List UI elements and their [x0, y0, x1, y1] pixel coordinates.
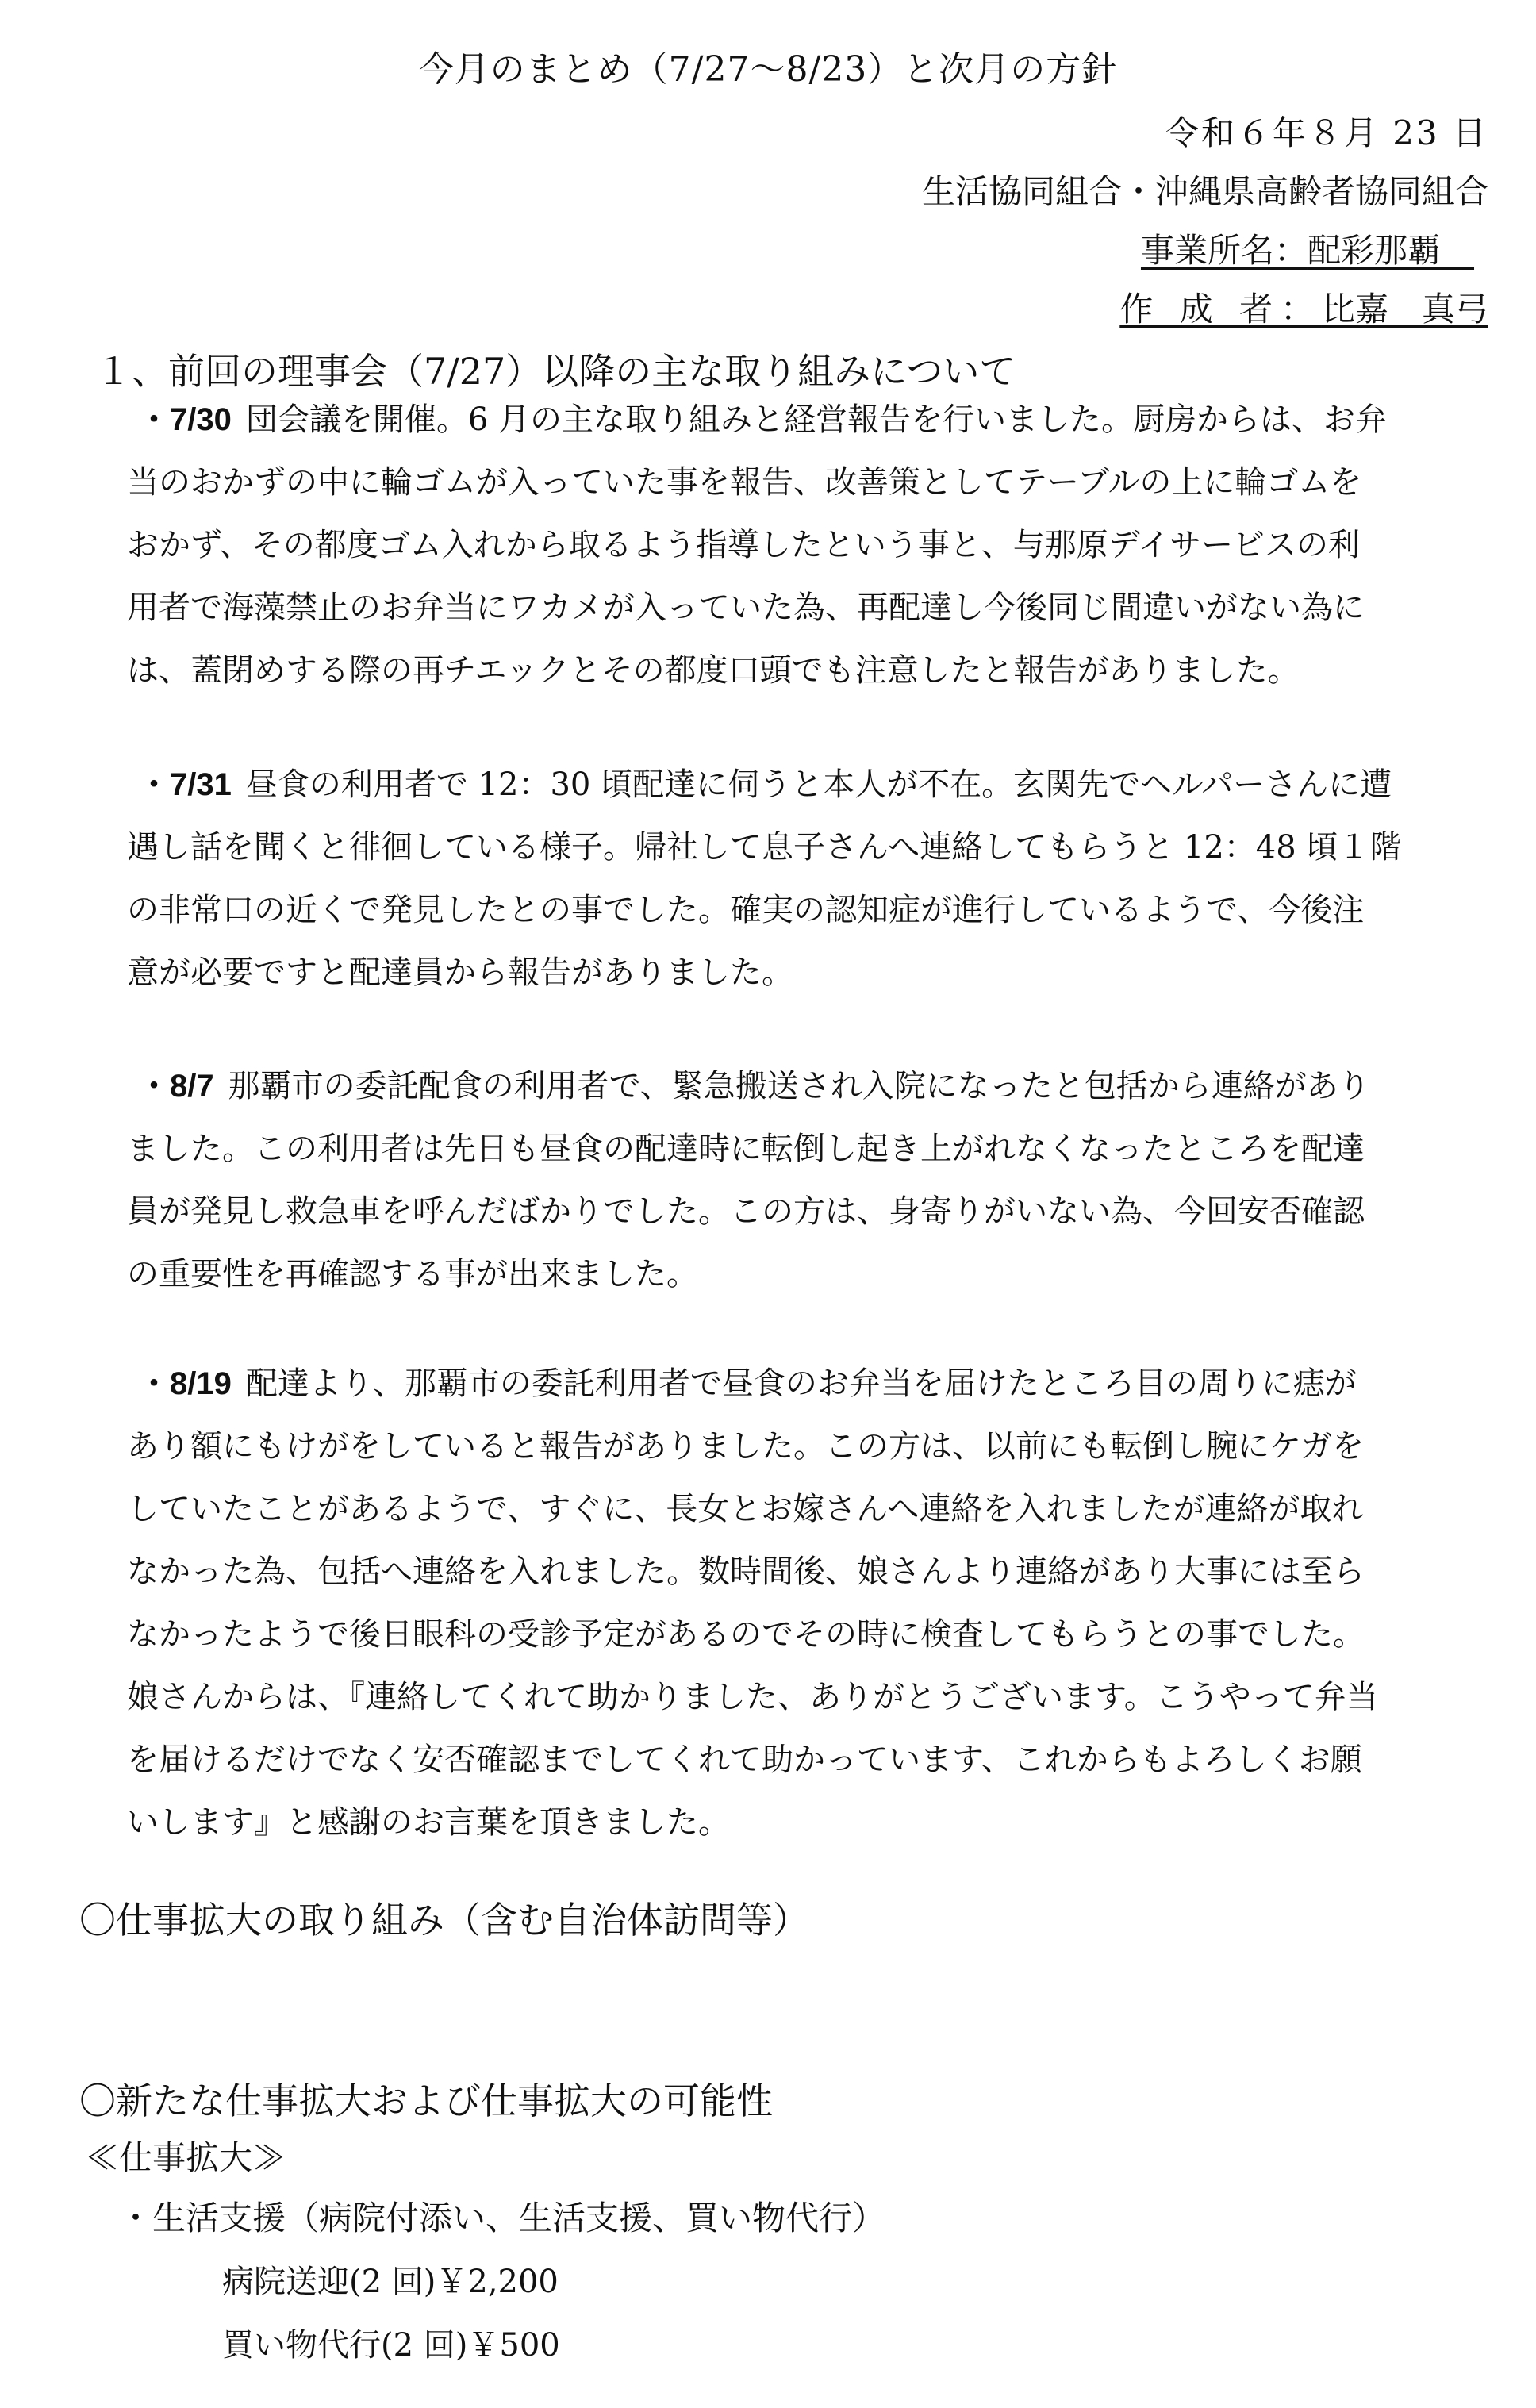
entry-line: あり額にもけがをしていると報告がありました。この方は、以前にも転倒し腕にケガを	[127, 1428, 1365, 1465]
entry-0819	[127, 1353, 1492, 1854]
section-1-heading: １、前回の理事会（7/27）以降の主な取り組みについて	[95, 350, 1016, 393]
document-title: 今月のまとめ（7/27～8/23）と次月の方針	[418, 49, 1118, 90]
entry-line: 意が必要ですと配達員から報告がありました。	[127, 954, 793, 991]
entry-text: 昼食の利用者で 12：30 頃配達に伺うと本人が不在。玄関先でヘルパーさんに遭	[245, 766, 1392, 803]
work-expansion-heading: 〇仕事拡大の取り組み（含む自治体訪問等）	[79, 1899, 809, 1941]
entry-line: いします』と感謝のお言葉を頂きました。	[127, 1804, 730, 1841]
office-name: 配彩那覇	[1307, 231, 1441, 270]
author-line	[1119, 287, 1488, 332]
life-support-item: ・生活支援（病院付添い、生活支援、買い物代行）	[119, 2199, 886, 2237]
entry-date: ・7/30	[138, 402, 232, 437]
entry-0807	[127, 1055, 1492, 1306]
entry-line: の重要性を再確認する事が出来ました。	[127, 1256, 698, 1292]
entry-line: 員が発見し救急車を呼んだばかりでした。この方は、身寄りがいない為、今回安否確認	[127, 1193, 1365, 1230]
entry-line: ました。この利用者は先日も昼食の配達時に転倒し起き上がれなくなったところを配達	[127, 1131, 1365, 1167]
entry-0731	[127, 754, 1492, 1004]
entry-line: 遇し話を聞くと徘徊している様子。帰社して息子さんへ連絡してもらうと 12：48 頃１階	[127, 829, 1402, 866]
entry-line: は、蓋閉めする際の再チエックとその都度口頭でも注意したと報告がありました。	[127, 652, 1300, 689]
entry-date: ・7/31	[138, 767, 232, 802]
entry-0730	[127, 389, 1492, 702]
author-name: 比嘉 真弓	[1321, 290, 1488, 328]
entry-date: ・8/7	[138, 1069, 214, 1104]
work-expansion-subheading: ≪仕事拡大≫	[86, 2138, 286, 2177]
entry-line: なかった為、包括へ連絡を入れました。数時間後、娘さんより連絡があり大事には至ら	[127, 1553, 1365, 1590]
entry-line: おかず、その都度ゴム入れから取るよう指導したという事と、与那原デイサービスの利	[127, 527, 1360, 563]
entry-line	[127, 1353, 1492, 1415]
entry-text: 那覇市の委託配食の利用者で、緊急搬送され入院になったと包括から連絡があり	[228, 1068, 1370, 1104]
entry-line: 当のおかずの中に輪ゴムが入っていた事を報告、改善策としてテーブルの上に輪ゴムを	[127, 464, 1362, 501]
entry-line	[127, 1055, 1492, 1118]
entry-line: していたことがあるようで、すぐに、長女とお嫁さんへ連絡を入れましたが連絡が取れ	[127, 1491, 1364, 1527]
document-date: 令和６年８月 23 日	[1165, 113, 1488, 152]
entry-line	[127, 389, 1492, 451]
organization-name: 生活協同組合・沖縄県高齢者協同組合	[921, 172, 1488, 211]
entry-text: 団会議を開催。6 月の主な取り組みと経営報告を行いました。厨房からは、お弁	[245, 401, 1388, 438]
entry-line: なかったようで後日眼科の受診予定があるのでその時に検査してもらうとの事でした。	[127, 1616, 1365, 1653]
hospital-transport-item: 病院送迎(2 回)￥2,200	[222, 2264, 559, 2300]
author-label: 作 成 者：	[1119, 290, 1322, 328]
entry-line: 用者で海藻禁止のお弁当にワカメが入っていた為、再配達し今後同じ間違いがない為に	[127, 590, 1365, 626]
entry-date: ・8/19	[138, 1366, 232, 1401]
entry-line: 娘さんからは、『連絡してくれて助かりました、ありがとうございます。こうやって弁当	[127, 1679, 1378, 1715]
shopping-proxy-item: 買い物代行(2 回)￥500	[222, 2327, 560, 2364]
office-label: 事業所名：	[1140, 231, 1308, 270]
new-work-heading: 〇新たな仕事拡大および仕事拡大の可能性	[79, 2080, 773, 2122]
office-line	[1108, 229, 1441, 273]
entry-text: 配達より、那覇市の委託利用者で昼食のお弁当を届けたところ目の周りに痣が	[245, 1365, 1357, 1402]
entry-line	[127, 754, 1492, 816]
entry-line: を届けるだけでなく安否確認までしてくれて助かっています、これからもよろしくお願	[127, 1742, 1362, 1778]
entry-line: の非常口の近くで発見したとの事でした。確実の認知症が進行しているようで、今後注	[127, 892, 1365, 928]
